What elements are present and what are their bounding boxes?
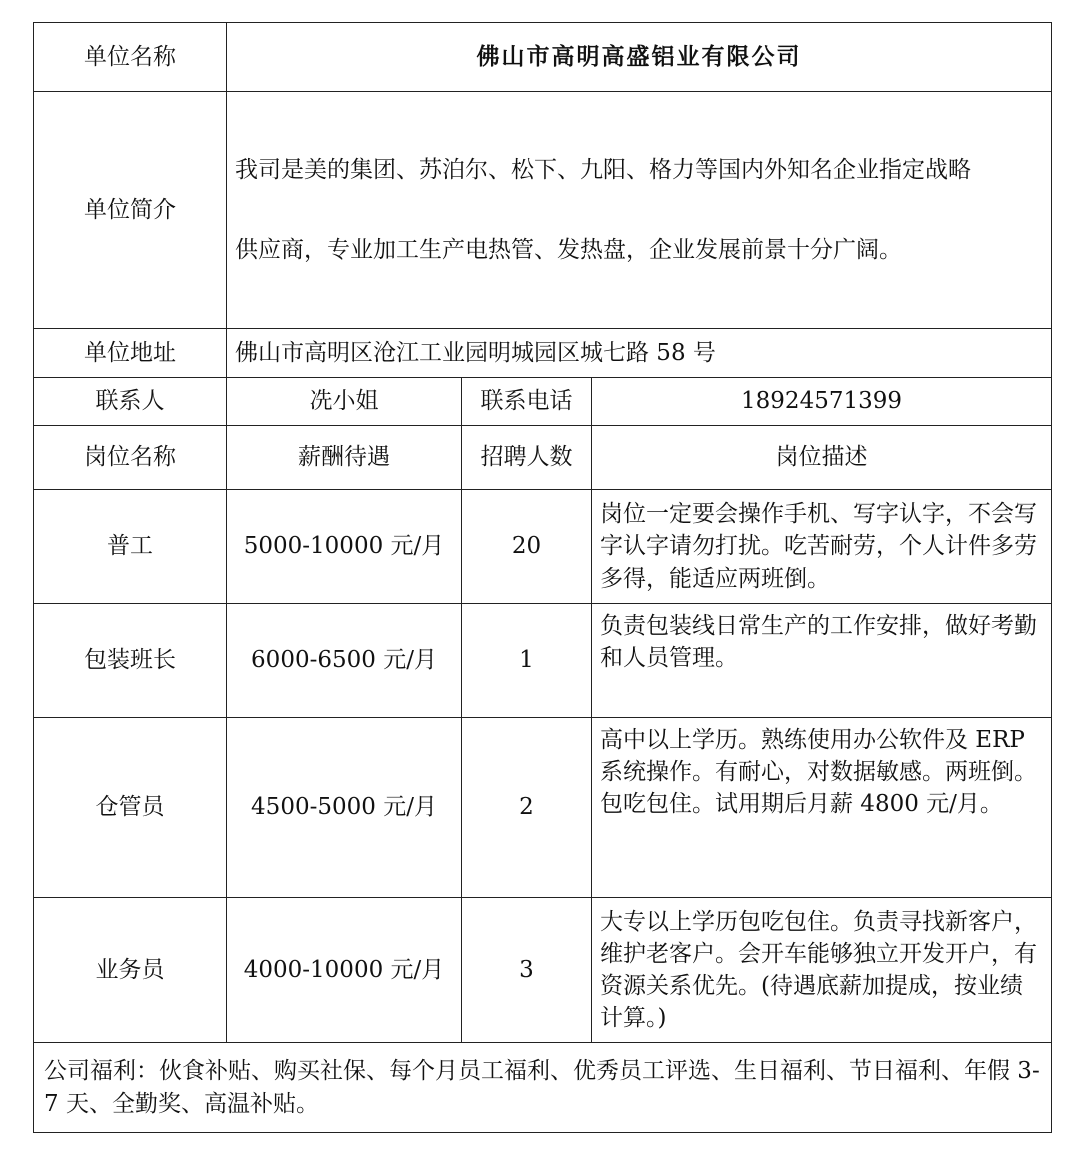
job-count: 1 — [462, 604, 592, 718]
jobs-header-row — [34, 426, 1052, 490]
job-count: 2 — [462, 718, 592, 898]
job-description: 岗位一定要会操作手机、写字认字，不会写字认字请勿打扰。吃苦耐劳，个人计件多劳多得，能适应两班倒。 — [592, 490, 1052, 604]
company-intro — [227, 92, 1052, 329]
benefits-row — [34, 1043, 1052, 1133]
job-description: 大专以上学历包吃包住。负责寻找新客户，维护老客户。会开车能够独立开发开户，有资源关系优先。(待遇底薪加提成，按业绩计算。) — [592, 898, 1052, 1043]
header-job-title: 岗位名称 — [34, 426, 227, 490]
header-salary: 薪酬待遇 — [227, 426, 462, 490]
header-count: 招聘人数 — [462, 426, 592, 490]
header-description: 岗位描述 — [592, 426, 1052, 490]
company-address-label: 单位地址 — [34, 329, 227, 378]
job-count: 3 — [462, 898, 592, 1043]
company-address-row — [34, 329, 1052, 378]
company-intro-line: 我司是美的集团、苏泊尔、松下、九阳、格力等国内外知名企业指定战略 — [235, 157, 971, 183]
job-description: 负责包装线日常生产的工作安排，做好考勤和人员管理。 — [592, 604, 1052, 718]
phone-label: 联系电话 — [462, 378, 592, 426]
job-row — [34, 718, 1052, 898]
company-address: 佛山市高明区沧江工业园明城园区城七路 58 号 — [227, 329, 1052, 378]
job-salary: 5000-10000 元/月 — [227, 490, 462, 604]
company-name-row — [34, 23, 1052, 92]
contact-label: 联系人 — [34, 378, 227, 426]
company-intro-line: 供应商，专业加工生产电热管、发热盘，企业发展前景十分广阔。 — [235, 237, 902, 263]
job-title: 包装班长 — [34, 604, 227, 718]
job-count: 20 — [462, 490, 592, 604]
company-name-label: 单位名称 — [34, 23, 227, 92]
job-row — [34, 898, 1052, 1043]
job-title: 仓管员 — [34, 718, 227, 898]
company-name: 佛山市高明高盛铝业有限公司 — [227, 23, 1052, 92]
phone-number: 18924571399 — [592, 378, 1052, 426]
contact-row — [34, 378, 1052, 426]
contact-name: 冼小姐 — [227, 378, 462, 426]
job-title: 普工 — [34, 490, 227, 604]
job-description: 高中以上学历。熟练使用办公软件及 ERP 系统操作。有耐心，对数据敏感。两班倒。包吃包住。试用期后月薪 4800 元/月。 — [592, 718, 1052, 898]
recruitment-table — [33, 22, 1052, 1133]
company-intro-label: 单位简介 — [34, 92, 227, 329]
job-title: 业务员 — [34, 898, 227, 1043]
job-row — [34, 604, 1052, 718]
company-benefits: 公司福利：伙食补贴、购买社保、每个月员工福利、优秀员工评选、生日福利、节日福利、年假 3-7 天、全勤奖、高温补贴。 — [34, 1043, 1052, 1133]
job-salary: 4000-10000 元/月 — [227, 898, 462, 1043]
job-salary: 6000-6500 元/月 — [227, 604, 462, 718]
company-intro-row — [34, 92, 1052, 329]
job-row — [34, 490, 1052, 604]
job-salary: 4500-5000 元/月 — [227, 718, 462, 898]
